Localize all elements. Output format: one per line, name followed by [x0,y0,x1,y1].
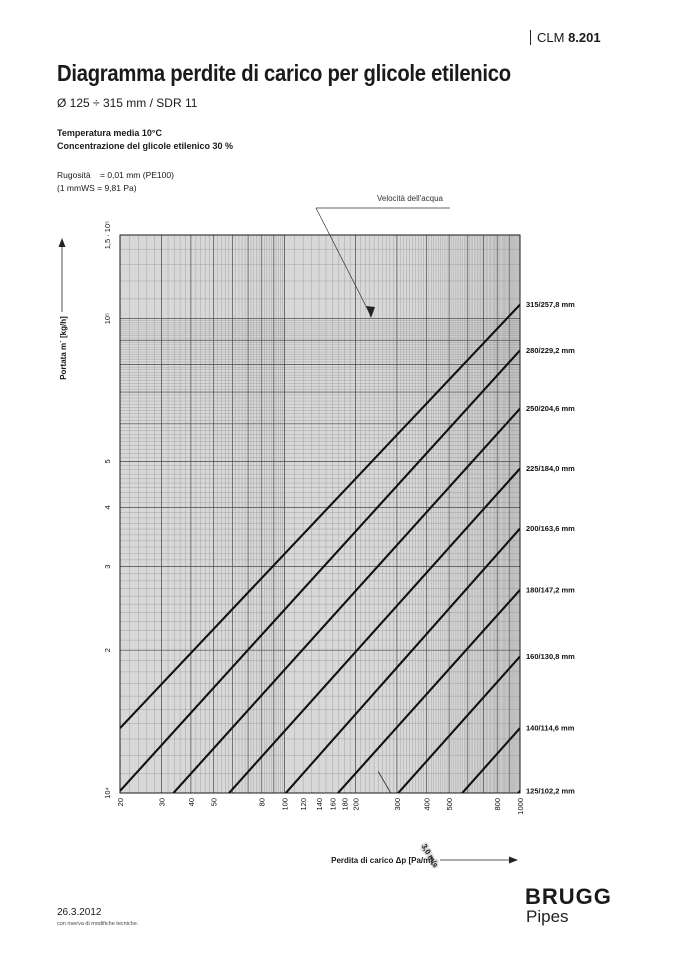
y-tick-label: 10⁴ [103,787,112,799]
x-tick-label: 500 [445,798,455,811]
series-line [120,791,520,959]
y-axis-ticks [103,221,112,799]
x-axis-label: Perdita di carico Δp [Pa/m] [331,856,433,865]
footer-note: con riserva di modifiche tecniche. [57,921,139,927]
series-label: 125/102,2 mm [526,786,575,796]
y-tick-label: 4 [103,505,112,510]
series-label: 250/204,6 mm [526,404,575,414]
unit-conversion-info: (1 mmWS = 9,81 Pa) [57,183,137,193]
velocity-label: 3,0 m/s [419,842,441,869]
x-tick-label: 120 [299,798,309,811]
y-axis-label: Portata m˙ [kg/h] [59,316,68,380]
x-tick-label: 80 [257,798,267,807]
page-title: Diagramma perdite di carico per glicole etilenico [57,60,511,86]
condition-concentration: Concentrazione del glicole etilenico 30 % [57,141,234,151]
document-code-number: 8.201 [568,30,601,45]
brand-logo-subtitle: Pipes [526,907,569,926]
x-tick-label: 200 [351,798,361,811]
series-label: 140/114,6 mm [526,723,575,733]
y-tick-label: 10⁵ [103,312,112,325]
velocity-caption: Velocità dell'acqua [376,194,444,203]
series-labels [526,300,575,795]
x-tick-label: 1000 [516,798,525,815]
y-tick-label: 3 [103,564,112,569]
y-tick-label: 1,5 · 10⁵ [103,220,112,250]
roughness-info: Rugosità = 0,01 mm (PE100) [57,170,174,180]
page-subtitle: Ø 125 ÷ 315 mm / SDR 11 [57,96,198,110]
x-tick-label: 20 [116,798,125,807]
y-axis-arrow-head [59,238,66,247]
x-tick-label: 30 [157,798,167,807]
x-tick-label: 400 [422,798,432,811]
x-axis-ticks [116,798,525,815]
x-tick-label: 50 [209,798,219,807]
condition-temperature: Temperatura media 10°C [57,128,162,138]
y-tick-label: 5 [103,459,112,464]
brand-logo: BRUGG [525,884,612,909]
series-label: 280/229,2 mm [526,345,575,355]
velocity-line [345,927,484,959]
series-label: 225/184,0 mm [526,463,575,473]
x-tick-label: 40 [186,798,196,807]
series-label: 200/163,6 mm [526,523,575,533]
velocity-line [274,934,407,959]
series-label: 160/130,8 mm [526,651,575,661]
x-tick-label: 160 [328,798,338,811]
x-tick-label: 180 [340,798,350,811]
y-tick-label: 2 [103,648,112,653]
series-label: 180/147,2 mm [526,585,575,595]
x-tick-label: 100 [280,798,290,811]
x-tick-label: 300 [392,798,402,811]
x-axis-arrow-head [509,857,518,864]
x-tick-label: 800 [493,798,503,811]
document-code-prefix: CLM [537,30,565,45]
series-label: 315/257,8 mm [526,300,575,310]
x-tick-label: 140 [314,798,324,811]
footer-date: 26.3.2012 [57,907,102,918]
